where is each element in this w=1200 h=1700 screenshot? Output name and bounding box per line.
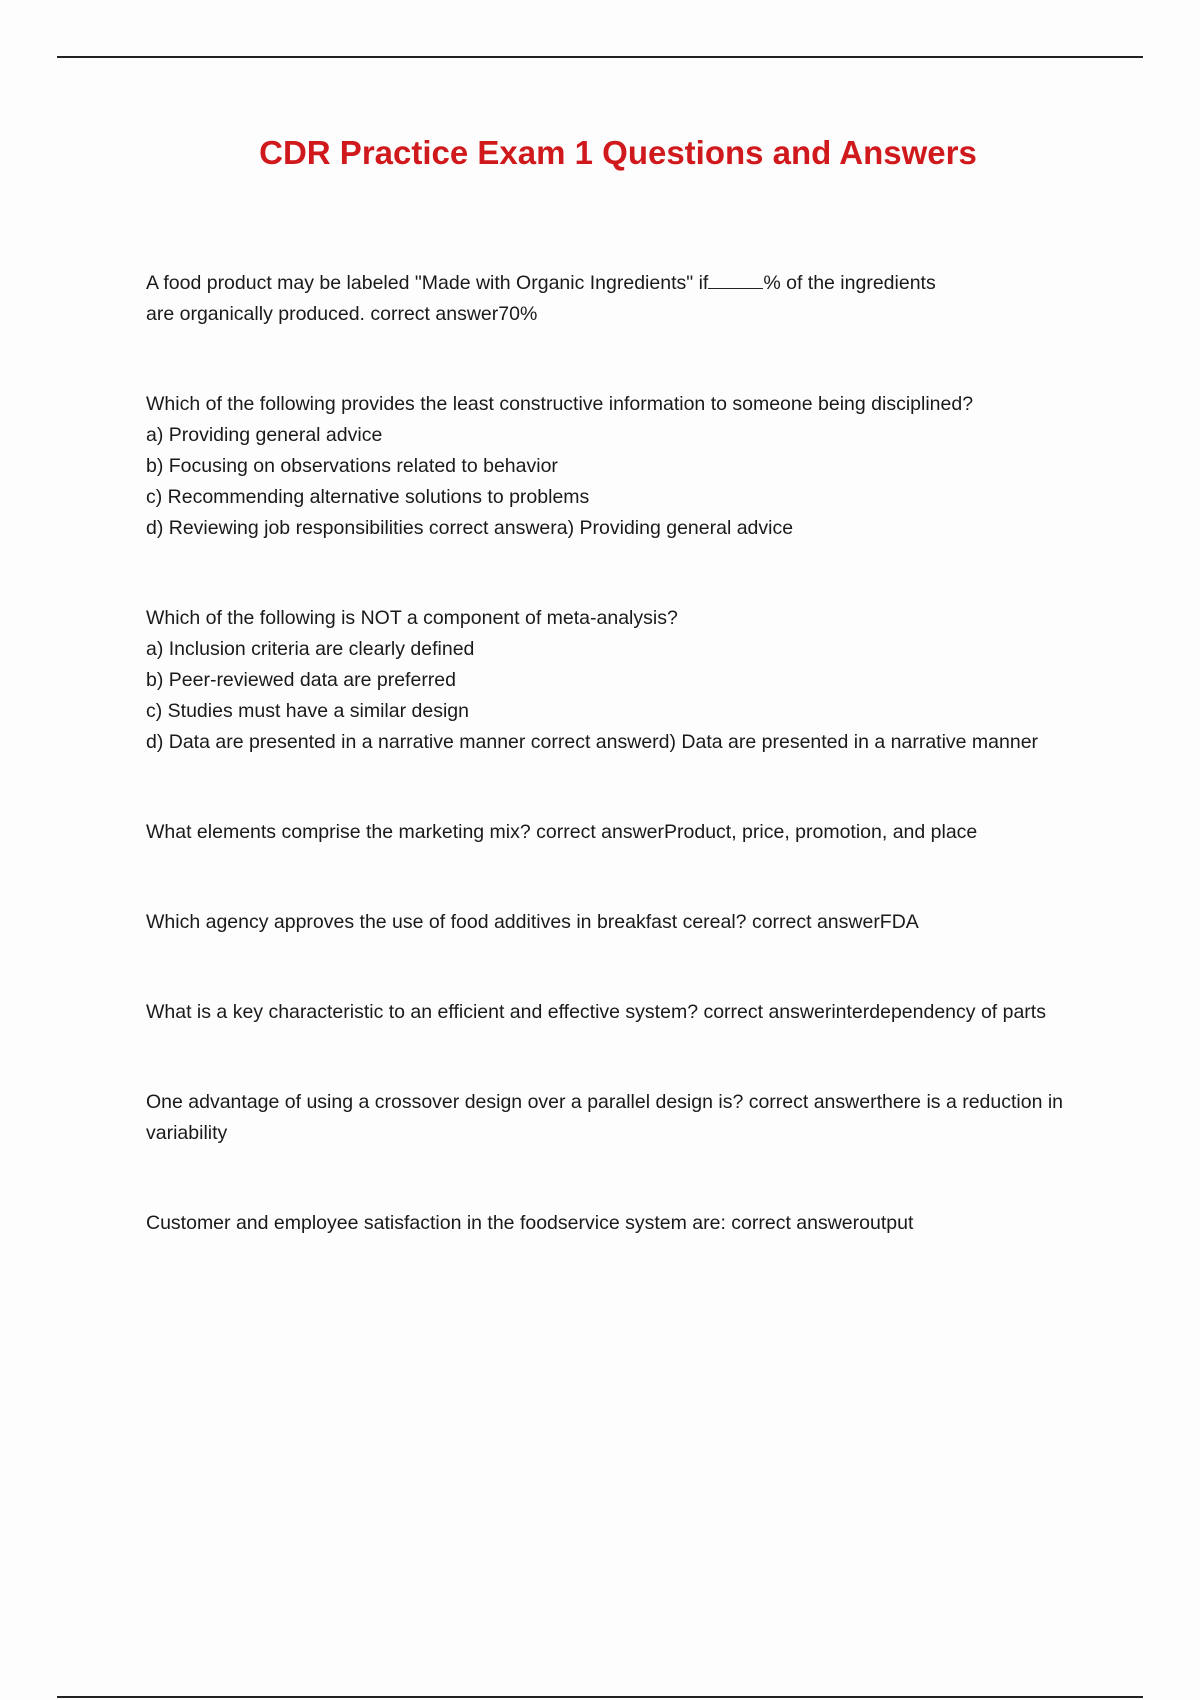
question-5-text: Which agency approves the use of food additives in breakfast cereal? correct answerFDA (146, 911, 919, 933)
question-3-option-d: d) Data are presented in a narrative manner correct answerd) Data are presented in a narrative manner (146, 731, 1039, 753)
question-3-text: Which of the following is NOT a component of meta-analysis? (146, 607, 678, 629)
question-2-option-d: d) Reviewing job responsibilities correct answera) Providing general advice (146, 517, 794, 539)
question-3-option-b: b) Peer-reviewed data are preferred (146, 669, 456, 691)
question-4 (146, 817, 1106, 848)
question-7-line-2: variability (146, 1122, 228, 1144)
question-3-option-a: a) Inclusion criteria are clearly defined (146, 638, 475, 660)
question-6 (146, 997, 1106, 1028)
question-1 (146, 268, 1106, 330)
question-1-line-2: are organically produced. correct answer70% (146, 303, 538, 325)
question-1-text-before-blank: A food product may be labeled "Made with Organic Ingredients" if (146, 272, 709, 294)
question-1-line-1 (146, 268, 1106, 299)
question-2-option-c: c) Recommending alternative solutions to problems (146, 486, 590, 508)
question-7-line-1: One advantage of using a crossover design over a parallel design is? correct answerthere is a reduction in (146, 1091, 1064, 1113)
question-2-option-a: a) Providing general advice (146, 424, 383, 446)
question-8-text: Customer and employee satisfaction in the foodservice system are: correct answeroutput (146, 1212, 914, 1234)
fill-in-blank (708, 270, 763, 289)
question-2-text: Which of the following provides the least constructive information to someone being disciplined? (146, 393, 974, 415)
question-2-option-b: b) Focusing on observations related to behavior (146, 455, 558, 477)
bottom-rule (57, 1696, 1143, 1698)
question-list (146, 268, 1106, 1298)
question-3-option-c: c) Studies must have a similar design (146, 700, 469, 722)
document-title: CDR Practice Exam 1 Questions and Answers (259, 134, 977, 171)
question-3 (146, 603, 1106, 758)
question-7 (146, 1087, 1106, 1149)
question-6-text: What is a key characteristic to an efficient and effective system? correct answerinterdependency of parts (146, 1001, 1046, 1023)
question-5 (146, 907, 1106, 938)
question-2 (146, 389, 1106, 544)
question-4-text: What elements comprise the marketing mix? correct answerProduct, price, promotion, and place (146, 821, 978, 843)
question-1-text-after-blank: % of the ingredients (763, 272, 936, 294)
question-8 (146, 1208, 1106, 1239)
top-rule (57, 56, 1143, 58)
